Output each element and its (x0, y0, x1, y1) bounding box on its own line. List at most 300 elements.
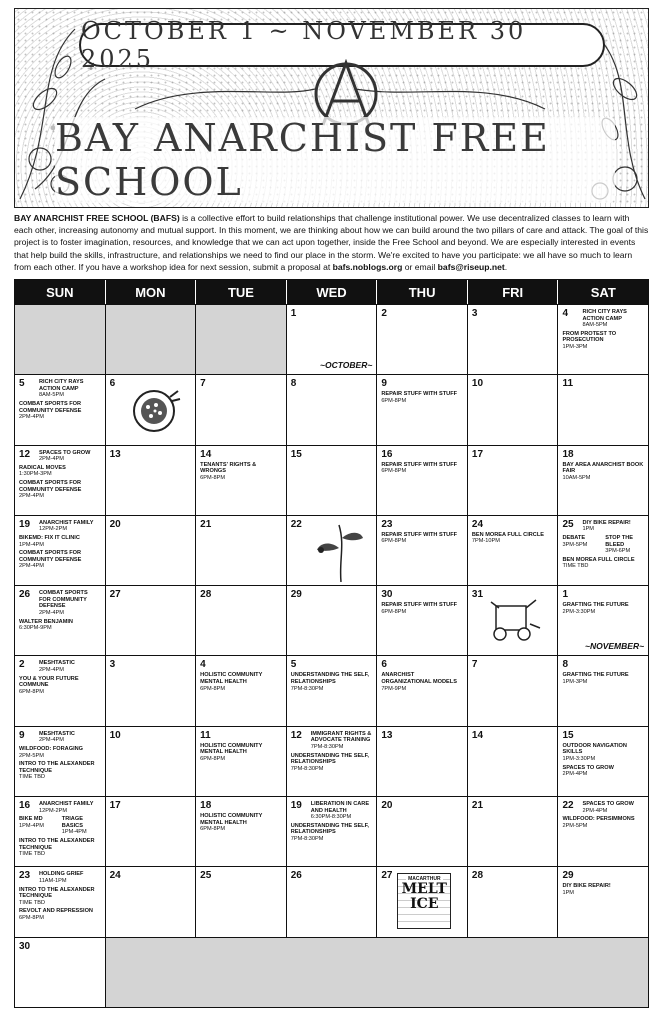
event-time: 7PM-8:30PM (290, 765, 324, 772)
day-number: 25 (200, 870, 212, 882)
calendar-day (15, 938, 106, 1007)
event-time: 1:30PM-3PM (19, 471, 52, 478)
event-title: HOLISTIC COMMUNITY MENTAL HEALTH (200, 813, 263, 826)
event-time: 6PM-8PM (381, 468, 407, 475)
calendar-day (558, 446, 648, 515)
event-title: UNDERSTANDING THE SELF, RELATIONSHIPS (290, 752, 369, 766)
day-number: 9 (381, 378, 387, 390)
event-time: 2PM-5PM (19, 752, 44, 759)
event-item[interactable] (311, 801, 373, 821)
event-item[interactable] (200, 672, 282, 692)
calendar-day (15, 516, 106, 585)
day-number: 13 (109, 448, 121, 460)
event-item[interactable] (381, 391, 463, 404)
event-time: 2PM-4PM (19, 493, 44, 500)
calendar-week (15, 866, 648, 936)
event-title: HOLISTIC COMMUNITY MENTAL HEALTH (200, 742, 263, 756)
calendar-day (558, 797, 648, 866)
day-number: 8 (290, 378, 297, 390)
calendar-day (468, 516, 559, 585)
event-item[interactable] (291, 753, 373, 773)
event-item[interactable] (562, 462, 644, 482)
event-item[interactable] (582, 520, 644, 533)
day-number: 22 (290, 518, 302, 530)
calendar-day (15, 797, 106, 866)
event-columns (19, 814, 101, 836)
day-number: 10 (109, 729, 121, 741)
day-number: 7 (471, 659, 478, 671)
event-item[interactable] (200, 743, 282, 763)
day-number: 14 (200, 448, 212, 460)
calendar-day (468, 305, 559, 374)
calendar-week (15, 445, 648, 515)
calendar-day (287, 867, 378, 936)
calendar-day (377, 797, 468, 866)
month-label: ~OCTOBER~ (320, 360, 373, 371)
day-number: 2 (381, 308, 387, 319)
event-title: GRAFTING THE FUTURE (562, 672, 629, 679)
day-number: 26 (19, 589, 31, 601)
calendar-day (377, 727, 468, 796)
event-time: 7PM-8:30PM (290, 836, 324, 843)
date-range: OCTOBER 1 ~ NOVEMBER 30 2025 (79, 23, 605, 67)
event-title: ANARCHIST FAMILY (39, 801, 94, 808)
calendar-day (377, 586, 468, 655)
event-time: 6PM-8PM (19, 688, 44, 695)
day-number: 6 (109, 378, 116, 390)
event-item[interactable] (200, 462, 282, 482)
empty-day (15, 305, 106, 374)
calendar-final-week (15, 937, 648, 1007)
day-number: 27 (109, 589, 121, 601)
event-time: 1PM-3PM (562, 343, 588, 350)
event-item[interactable] (19, 676, 101, 696)
calendar-day (558, 516, 648, 585)
day-number: 10 (471, 378, 484, 390)
event-title: BIKE MD (19, 816, 43, 823)
day-number: 7 (200, 378, 206, 390)
event-time: 2PM-4PM (19, 414, 44, 421)
day-number: 15 (562, 729, 574, 741)
event-title: BEN MOREA FULL CIRCLE (562, 556, 635, 563)
intro-text-2: or email (402, 261, 438, 272)
calendar-day (196, 586, 287, 655)
event-time: 1PM-3:30PM (562, 755, 596, 762)
day-number: 1 (290, 308, 297, 319)
event-title: SPACES TO GROW (582, 801, 634, 808)
event-item[interactable] (19, 887, 101, 907)
event-time: 1PM-3PM (562, 679, 588, 686)
weekday-sat: SAT (590, 284, 616, 300)
event-title: HOLISTIC COMMUNITY MENTAL HEALTH (200, 672, 263, 686)
day-number: 20 (381, 800, 393, 812)
event-time: 3PM-6PM (605, 548, 631, 555)
event-time: 6PM-8PM (19, 914, 44, 921)
calendar-day (106, 516, 197, 585)
calendar-day (106, 867, 197, 936)
event-title: UNDERSTANDING THE SELF, RELATIONSHIPS (290, 672, 369, 686)
event-time: 7PM-9PM (381, 685, 407, 692)
event-time: 1PM-4PM (19, 541, 44, 548)
event-time: TIME TBD (19, 851, 46, 858)
event-title: SPACES TO GROW (39, 449, 91, 456)
weekday-mon: MON (106, 280, 197, 304)
day-number: 29 (562, 870, 574, 882)
day-number: 30 (381, 589, 393, 601)
day-number: 28 (471, 870, 484, 882)
weekday-tue: TUE (196, 280, 287, 304)
event-time: 2PM-4PM (582, 807, 608, 814)
calendar-weeks (15, 304, 648, 937)
event-title: OUTDOOR NAVIGATION SKILLS (562, 742, 627, 756)
sign-text: MELT (401, 881, 447, 898)
event-time: 3PM-5PM (562, 541, 588, 548)
event-item[interactable] (472, 532, 554, 545)
event-item[interactable] (39, 731, 101, 744)
intro-text-3: . (504, 261, 508, 272)
event-time: 11AM-1PM (39, 877, 67, 884)
melt-ice-sign (397, 873, 451, 929)
calendar-day (558, 727, 648, 796)
day-number: 27 (381, 870, 393, 882)
event-title: REPAIR STUFF WITH STUFF (381, 531, 458, 538)
event-title: REVOLT AND REPRESSION (19, 908, 93, 915)
event-title: REPAIR STUFF WITH STUFF (381, 461, 458, 468)
day-number: 4 (200, 659, 206, 671)
event-title: RICH CITY RAYS ACTION CAMP (582, 309, 627, 322)
event-item[interactable] (291, 823, 373, 843)
event-time: 7PM-8:30PM (290, 685, 324, 692)
empty-day-block (106, 938, 648, 1007)
day-number: 17 (109, 800, 121, 812)
weekday-header (15, 280, 648, 304)
event-title: BEN MOREA FULL CIRCLE (471, 531, 544, 538)
event-title: REPAIR STUFF WITH STUFF (381, 602, 458, 609)
event-item[interactable] (381, 672, 463, 692)
event-item[interactable] (62, 816, 101, 836)
day-number: 11 (200, 729, 211, 741)
day-number: 19 (290, 800, 302, 812)
calendar-day (106, 375, 197, 444)
weekday-thu: THU (377, 280, 468, 304)
day-number: 30 (19, 940, 31, 952)
event-item[interactable] (19, 619, 101, 632)
day-number: 28 (200, 589, 212, 601)
day-number: 4 (562, 308, 569, 319)
event-item[interactable] (19, 480, 101, 500)
day-number: 19 (19, 518, 31, 530)
event-title: INTRO TO THE ALEXANDER TECHNIQUE (19, 761, 95, 774)
day-number: 3 (471, 308, 478, 319)
calendar-day (377, 446, 468, 515)
event-title: RICH CITY RAYS ACTION CAMP (39, 379, 84, 392)
day-number: 18 (562, 448, 574, 460)
calendar-day (196, 797, 287, 866)
day-number: 23 (19, 870, 31, 882)
event-time: 1PM-4PM (19, 822, 44, 829)
event-title: MESHTASTIC (39, 730, 75, 737)
event-item[interactable] (582, 801, 644, 814)
day-number: 2 (19, 659, 25, 671)
event-time: 2PM-4PM (39, 667, 64, 674)
calendar-day (468, 797, 559, 866)
event-item[interactable] (582, 309, 644, 329)
event-item[interactable] (200, 813, 282, 833)
calendar-day (287, 656, 378, 725)
intro-paragraph (14, 212, 649, 273)
event-item[interactable] (39, 801, 101, 814)
day-number: 14 (471, 729, 484, 741)
event-item[interactable] (19, 401, 101, 421)
calendar-day (15, 375, 106, 444)
event-item[interactable] (39, 871, 101, 884)
event-title: DIY BIKE REPAIR! (582, 519, 631, 526)
event-title: LIBERATION IN CARE AND HEALTH (310, 801, 370, 814)
event-time: 8AM-5PM (39, 392, 64, 399)
event-item[interactable] (562, 331, 644, 351)
event-item[interactable] (605, 535, 644, 555)
event-item[interactable] (19, 465, 101, 478)
event-item[interactable] (19, 550, 101, 570)
weekday-wed: WED (287, 280, 378, 304)
calendar-day (287, 797, 378, 866)
calendar-day (196, 516, 287, 585)
event-title: BIKEMD: FIX IT CLINIC (19, 535, 80, 542)
intro-text: is a collective effort to build relationships that challenge institutional power. We use decentralized classes to learn with each other, increasing autonomy and mutual support. In this moment, we are thinking about how we can build around the two pillars of care and attack. The goal of this project is to foster imagination, resources, and knowledge that we can act upon together, inside the Free School and beyond. We are especially interested in events that help build the skills, infrastructure, and relationships we need to find our place in the storm. We're excited to have you participate: we all have so much to learn from each other. If you have a workshop idea for next session, submit a proposal at (14, 213, 649, 272)
event-title: WILDFOOD: PERSIMMONS (562, 816, 635, 823)
event-title: ANARCHIST FAMILY (39, 519, 94, 526)
event-title: DEBATE (562, 535, 586, 542)
event-time: 2PM-4PM (19, 563, 44, 570)
calendar-day (196, 656, 287, 725)
sign-text: MACARTHUR (408, 876, 441, 883)
vine-sprout-illustration (309, 520, 369, 582)
event-time: TIME TBD (19, 774, 46, 781)
event-item[interactable] (39, 660, 101, 673)
calendar-grid (14, 279, 649, 1008)
event-time: 2PM-4PM (562, 771, 588, 778)
event-title: DIY BIKE REPAIR! (562, 883, 611, 890)
event-time: 7PM-8:30PM (310, 743, 344, 750)
event-title: INTRO TO THE ALEXANDER TECHNIQUE (19, 886, 95, 900)
calendar-week (15, 796, 648, 866)
calendar-day (558, 586, 648, 655)
calendar-day (196, 867, 287, 936)
event-item[interactable] (381, 532, 463, 545)
event-title: TRIAGE BASICS (61, 816, 83, 829)
event-item[interactable] (39, 379, 101, 399)
event-title: COMBAT SPORTS FOR COMMUNITY DEFENSE (19, 550, 82, 563)
calendar-day (106, 727, 197, 796)
calendar-day (468, 867, 559, 936)
event-item[interactable] (562, 535, 601, 555)
event-item[interactable] (19, 761, 101, 781)
event-columns (562, 533, 644, 555)
intro-bold-name: BAY ANARCHIST FREE SCHOOL (BAFS) (14, 213, 180, 223)
event-item[interactable] (381, 602, 463, 615)
sign-text: ICE (410, 896, 439, 913)
event-title: TENANTS' RIGHTS & WRONGS (200, 461, 257, 475)
event-item[interactable] (39, 590, 101, 616)
event-item[interactable] (19, 535, 101, 548)
event-item[interactable] (562, 602, 644, 615)
day-number: 6 (381, 659, 387, 671)
event-item[interactable] (562, 883, 644, 896)
event-item[interactable] (19, 746, 101, 759)
event-time: 6PM-8PM (200, 826, 226, 833)
calendar-week (15, 726, 648, 796)
blog-link[interactable]: bafs.noblogs.org (332, 261, 403, 272)
calendar-day (287, 516, 378, 585)
event-item[interactable] (562, 557, 644, 570)
event-time: 12PM-2PM (39, 807, 67, 814)
event-item[interactable] (19, 838, 101, 858)
calendar-day (287, 727, 378, 796)
calendar-day (15, 586, 106, 655)
day-number: 23 (381, 518, 393, 530)
event-item[interactable] (19, 816, 58, 836)
event-title: RADICAL MOVES (19, 464, 66, 471)
event-time: TIME TBD (562, 563, 589, 570)
calendar-week (15, 515, 648, 585)
day-number: 24 (109, 870, 121, 882)
day-number: 31 (471, 589, 484, 601)
calendar-day (15, 727, 106, 796)
event-title: SPACES TO GROW (562, 764, 614, 771)
weekday-fri: FRI (468, 280, 559, 304)
calendar-week (15, 304, 648, 374)
event-title: MESHTASTIC (39, 660, 75, 667)
day-number: 16 (19, 800, 31, 812)
calendar-day (468, 446, 559, 515)
calendar-day (287, 305, 378, 374)
calendar-day (196, 446, 287, 515)
event-time: 2PM-5PM (562, 822, 588, 829)
event-title: INTRO TO THE ALEXANDER TECHNIQUE (19, 838, 95, 851)
day-number: 3 (109, 659, 116, 671)
event-item[interactable] (39, 450, 101, 463)
event-title: YOU & YOUR FUTURE COMMUNE (19, 675, 79, 689)
calendar-day (15, 656, 106, 725)
event-time: 6PM-8PM (381, 608, 407, 615)
event-time: 1PM (562, 889, 574, 896)
event-item[interactable] (381, 462, 463, 475)
event-item[interactable] (562, 743, 644, 763)
calendar-day (558, 305, 648, 374)
event-title: WALTER BENJAMIN (19, 618, 73, 625)
day-number: 13 (381, 729, 393, 741)
calendar-day (287, 375, 378, 444)
calendar-day (468, 656, 559, 725)
event-title: ANARCHIST ORGANIZATIONAL MODELS (381, 672, 457, 686)
event-item[interactable] (562, 765, 644, 778)
day-number: 5 (290, 659, 297, 671)
day-number: 26 (290, 870, 302, 882)
calendar-day (287, 586, 378, 655)
calendar-day (106, 446, 197, 515)
calendar-day (558, 656, 648, 725)
calendar-day (106, 586, 197, 655)
calendar-day (106, 797, 197, 866)
event-title: FROM PROTEST TO PROSECUTION (562, 330, 617, 344)
event-time: 6PM-8PM (381, 397, 407, 404)
event-item[interactable] (291, 672, 373, 692)
calendar-day (558, 867, 648, 936)
event-item[interactable] (562, 672, 644, 685)
weekday-sun: SUN (15, 280, 106, 304)
event-time: 7PM-10PM (471, 538, 500, 545)
day-number: 25 (562, 518, 574, 530)
event-title: COMBAT SPORTS FOR COMMUNITY DEFENSE (39, 590, 88, 610)
event-item[interactable] (39, 520, 101, 533)
header-banner (14, 8, 649, 208)
calendar-day (377, 656, 468, 725)
pomegranate-illustration (126, 387, 182, 435)
calendar-week (15, 585, 648, 655)
event-item[interactable] (562, 816, 644, 829)
calendar-day (377, 867, 468, 936)
day-number: 29 (290, 589, 302, 601)
event-title: STOP THE BLEED (605, 535, 634, 548)
month-label: ~NOVEMBER~ (585, 641, 645, 652)
event-time: 6PM-8PM (200, 685, 226, 692)
event-time: 2PM-3:30PM (562, 608, 596, 615)
event-time: 1PM (582, 526, 594, 533)
event-time: TIME TBD (19, 899, 46, 906)
event-time: 8AM-5PM (582, 322, 608, 329)
calendar-day (377, 305, 468, 374)
calendar-day (106, 656, 197, 725)
day-number: 22 (562, 800, 574, 812)
event-time: 1PM-4PM (61, 829, 87, 836)
event-title: IMMIGRANT RIGHTS & ADVOCATE TRAINING (310, 730, 372, 744)
calendar-day (377, 375, 468, 444)
event-title: WILDFOOD: FORAGING (19, 745, 84, 752)
event-time: 6PM-8PM (381, 538, 407, 545)
event-title: COMBAT SPORTS FOR COMMUNITY DEFENSE (19, 479, 82, 493)
email-link[interactable]: bafs@riseup.net (437, 261, 505, 272)
day-number: 9 (19, 729, 25, 741)
calendar-day (468, 375, 559, 444)
event-title: REPAIR STUFF WITH STUFF (381, 391, 458, 398)
day-number: 12 (19, 448, 31, 460)
calendar-day (15, 446, 106, 515)
event-time: 10AM-5PM (562, 474, 591, 481)
calendar-day (558, 375, 648, 444)
day-number: 1 (562, 589, 569, 601)
calendar-week (15, 655, 648, 725)
event-title: UNDERSTANDING THE SELF, RELATIONSHIPS (290, 822, 369, 836)
day-number: 8 (562, 659, 569, 671)
day-number: 15 (290, 448, 302, 460)
calendar-day (196, 375, 287, 444)
day-number: 5 (19, 378, 25, 390)
event-time: 2PM-4PM (39, 609, 64, 616)
event-title: GRAFTING THE FUTURE (562, 602, 629, 609)
broken-machine-illustration (486, 594, 542, 644)
calendar-day (15, 867, 106, 936)
calendar-week (15, 374, 648, 444)
calendar-day (196, 727, 287, 796)
day-number: 20 (109, 518, 121, 530)
event-item[interactable] (311, 731, 373, 751)
event-item[interactable] (19, 908, 101, 921)
day-number: 18 (200, 800, 212, 812)
event-title: BAY AREA ANARCHIST BOOK FAIR (562, 461, 644, 475)
event-time: 6:30PM-8:30PM (310, 814, 352, 821)
calendar-day (468, 727, 559, 796)
day-number: 21 (471, 800, 484, 812)
